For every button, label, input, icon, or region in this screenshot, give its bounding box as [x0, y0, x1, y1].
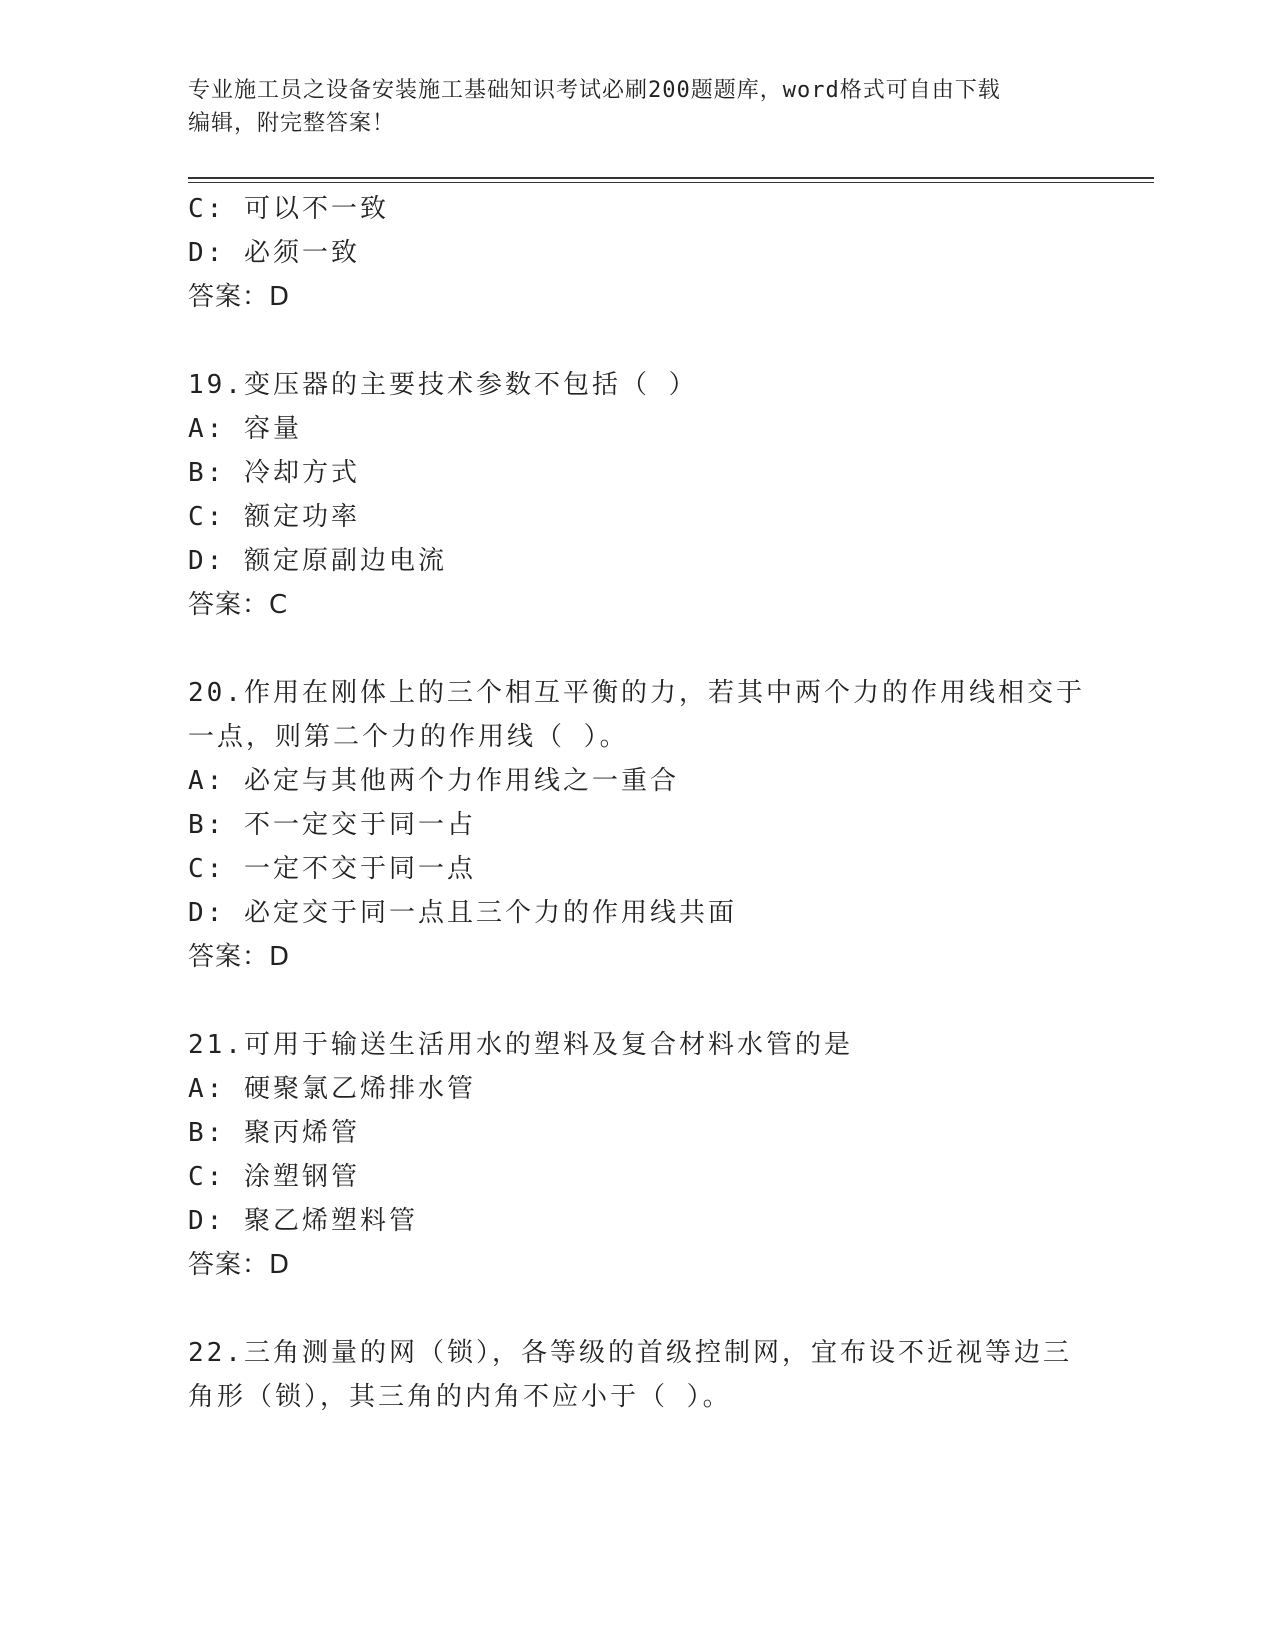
q21-option-c: C: 涂塑钢管: [188, 1162, 360, 1192]
q22-stem-line-1: 22.三角测量的网（锁），各等级的首级控制网，宜布设不近视等边三: [188, 1338, 1072, 1368]
q21-stem: 21.可用于输送生活用水的塑料及复合材料水管的是: [188, 1030, 853, 1060]
q18-answer: 答案：D: [188, 282, 291, 312]
q19-option-c: C: 额定功率: [188, 502, 360, 532]
q20-option-b: B: 不一定交于同一占: [188, 810, 476, 840]
q20-stem-line-1: 20.作用在刚体上的三个相互平衡的力，若其中两个力的作用线相交于: [188, 678, 1085, 708]
q21-answer: 答案：D: [188, 1250, 291, 1280]
header-line-2: 编辑，附完整答案！: [188, 111, 396, 136]
q18-option-c: C: 可以不一致: [188, 194, 389, 224]
q20-option-d: D: 必定交于同一点且三个力的作用线共面: [188, 898, 737, 928]
q20-answer: 答案：D: [188, 942, 291, 972]
q19-stem: 19.变压器的主要技术参数不包括（ ）: [188, 370, 698, 400]
q20-stem-line-2: 一点，则第二个力的作用线（ ）。: [188, 722, 629, 752]
q20-option-a: A: 必定与其他两个力作用线之一重合: [188, 766, 679, 796]
header-divider: [188, 177, 1154, 179]
q21-option-a: A: 硬聚氯乙烯排水管: [188, 1074, 476, 1104]
document-header: [188, 74, 1088, 140]
header-divider-thin: [188, 182, 1154, 183]
header-line-1: 专业施工员之设备安装施工基础知识考试必刷200题题库，word格式可自由下载: [188, 78, 1001, 103]
q19-option-a: A: 容量: [188, 414, 302, 444]
q21-option-d: D: 聚乙烯塑料管: [188, 1206, 418, 1236]
q22-stem-line-2: 角形（锁），其三角的内角不应小于（ ）。: [188, 1382, 732, 1412]
q21-option-b: B: 聚丙烯管: [188, 1118, 360, 1148]
q19-option-d: D: 额定原副边电流: [188, 546, 447, 576]
q19-option-b: B: 冷却方式: [188, 458, 360, 488]
q19-answer: 答案：C: [188, 590, 289, 620]
q20-option-c: C: 一定不交于同一点: [188, 854, 476, 884]
q18-option-d: D: 必须一致: [188, 238, 360, 268]
